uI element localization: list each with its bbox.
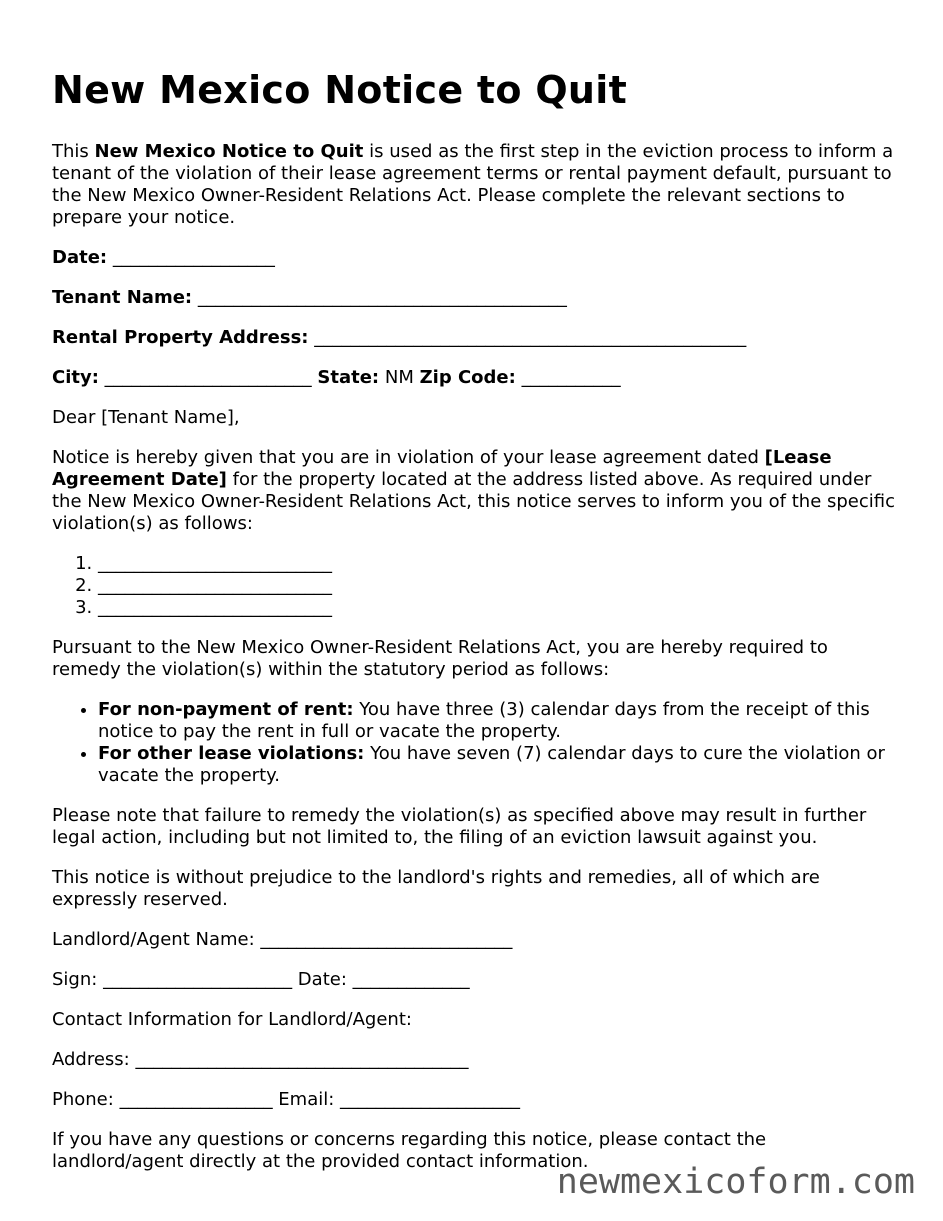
phone-email-row: [52, 1089, 902, 1111]
state-label: State:: [317, 367, 380, 388]
remedy-periods-list: [52, 699, 902, 787]
city-label: City:: [52, 367, 99, 388]
contact-heading: Contact Information for Landlord/Agent:: [52, 1009, 412, 1030]
prejudice-note: This notice is without prejudice to the landlord's rights and remedies, all of which are expressly reserved.: [52, 867, 820, 910]
violation-blank-3[interactable]: __________________________: [98, 597, 332, 618]
zip-code-label: Zip Code:: [419, 367, 516, 388]
intro-text-start: This: [52, 141, 95, 162]
state-value: NM: [384, 367, 414, 388]
landlord-name-label: Landlord/Agent Name:: [52, 929, 255, 950]
remedy-period-item: [98, 743, 902, 787]
non-payment-heading: For non-payment of rent:: [98, 699, 354, 720]
violation-blank-1[interactable]: __________________________: [98, 553, 332, 574]
notice-text-start: Notice is hereby given that you are in violation of your lease agreement dated: [52, 447, 765, 468]
pursuant-paragraph: Pursuant to the New Mexico Owner-Resident Relations Act, you are hereby required to remedy the violation(s) within the statutory period as follows:: [52, 637, 828, 680]
phone-label: Phone:: [52, 1089, 114, 1110]
page-title: New Mexico Notice to Quit: [52, 68, 628, 112]
intro-paragraph: [52, 141, 902, 229]
document-page: [52, 62, 902, 1191]
violations-list: [52, 553, 902, 619]
landlord-address-row: [52, 1049, 902, 1071]
salutation: Dear [Tenant Name],: [52, 407, 240, 428]
site-watermark: newmexicoform.com: [556, 1162, 915, 1202]
date-label: Date:: [52, 247, 108, 268]
landlord-name-blank[interactable]: ____________________________: [260, 929, 513, 950]
landlord-address-blank[interactable]: _____________________________________: [135, 1049, 469, 1070]
tenant-name-label: Tenant Name:: [52, 287, 193, 308]
landlord-name-row: [52, 929, 902, 951]
signature-row: [52, 969, 902, 991]
signature-blank[interactable]: _____________________: [103, 969, 293, 990]
city-blank[interactable]: _______________________: [104, 367, 312, 388]
closing-paragraph: If you have any questions or concerns regarding this notice, please contact the landlord/agent directly at the provided contact information.: [52, 1129, 767, 1172]
remedy-period-item: [98, 699, 902, 743]
intro-text-end: is used as the first step in the eviction process to inform a tenant of the violation of their lease agreement terms or rental payment default, pursuant to the New Mexico Owner-Resident Relations Act. Please complete the relevant sections to prepare your notice.: [52, 141, 894, 228]
rental-address-row: [52, 327, 902, 349]
email-blank[interactable]: ____________________: [340, 1089, 521, 1110]
intro-form-name: New Mexico Notice to Quit: [94, 141, 364, 162]
landlord-address-label: Address:: [52, 1049, 130, 1070]
failure-note: Please note that failure to remedy the violation(s) as specified above may result in further legal action, including but not limited to, the filing of an eviction lawsuit against you.: [52, 805, 867, 848]
sign-label: Sign:: [52, 969, 98, 990]
signature-date-label: Date:: [297, 969, 347, 990]
violation-item: [98, 597, 902, 619]
rental-address-label: Rental Property Address:: [52, 327, 309, 348]
lease-agreement-date-placeholder: [Lease Agreement Date]: [52, 447, 832, 490]
violation-blank-2[interactable]: __________________________: [98, 575, 332, 596]
violation-item: [98, 553, 902, 575]
tenant-name-blank[interactable]: _________________________________________: [197, 287, 567, 308]
rental-address-blank[interactable]: ________________________________________________: [314, 327, 747, 348]
tenant-name-row: [52, 287, 902, 309]
city-state-zip-row: [52, 367, 902, 389]
phone-blank[interactable]: _________________: [119, 1089, 273, 1110]
email-label: Email:: [278, 1089, 335, 1110]
other-violations-text: You have seven (7) calendar days to cure the violation or vacate the property.: [98, 743, 885, 786]
date-field-row: [52, 247, 902, 269]
notice-text-end: for the property located at the address listed above. As required under the New Mexico Owner-Resident Relations Act, this notice serves to inform you of the specific violation(s) as follows:: [52, 469, 895, 534]
other-violations-heading: For other lease violations:: [98, 743, 365, 764]
zip-code-blank[interactable]: ___________: [521, 367, 621, 388]
violation-item: [98, 575, 902, 597]
signature-date-blank[interactable]: _____________: [352, 969, 470, 990]
notice-paragraph: [52, 447, 902, 535]
non-payment-text: You have three (3) calendar days from the receipt of this notice to pay the rent in full or vacate the property.: [98, 699, 870, 742]
date-blank[interactable]: __________________: [112, 247, 275, 268]
